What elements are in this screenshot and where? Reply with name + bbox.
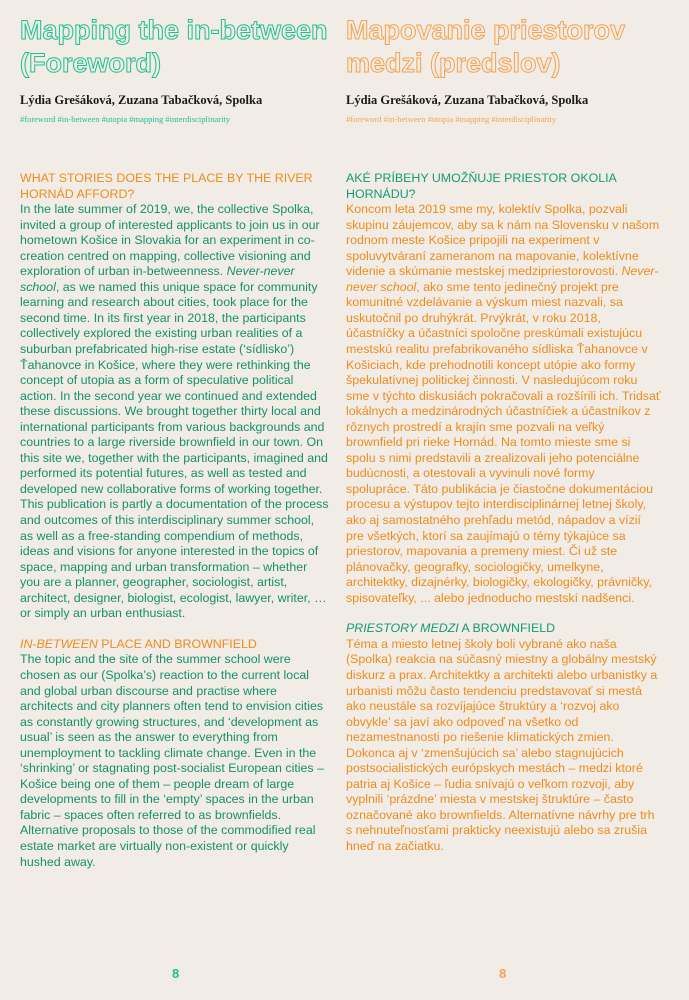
slovak-title-line2: medzi (predslov) xyxy=(346,48,561,78)
english-section1-text xyxy=(20,202,330,622)
english-section2-heading-rest: PLACE AND BROWNFIELD xyxy=(97,636,257,651)
english-section2-heading xyxy=(20,637,330,653)
slovak-section1-text-b: , ako sme tento jedinečný projekt pre komunitné vzdelávanie a výskum miest nazvali, sa uskutočnil po druhýkrát. Prvýkrát, v roku 2018, účastníčky a účastníci spoločne preskúmali existujúcu mestskú realitu prefabrikovaného sídliska Ťahanovce v Košiciach, kde prehodnotili koncept utópie ako formy špekulatívnej politickej činnosti. V nasledujúcom roku sme v týchto diskusiách pokračovali a rozšírili ich. Tridsať lokálnych a medzinárodných účastníčiek a účastníkov z rôznych prostredí a krajín sme pozvali na veľký brownfield pri rieke Hornád. Na tomto mieste sme si spolu s nimi predstavili a zrealizovali jeho potenciálne budúcnosti, a otestovali a vyvinuli nové formy spolupráce. Táto publikácia je čiastočne dokumentáciou procesu a výstupov tejto interdisciplinárnej letnej školy, ako aj samostatného prehľadu metód, nápadov a vízií pre všetkých, ktorí sa zaujímajú o témy týkajúce sa priestorov, mapovania a premeny miest. Či už ste plánovačky, geografky, sociologičky, umelkyne, architektky, dizajnérky, biologičky, ekologičky, právničky, spisovateľky, ... alebo jednoducho mestskí nadšenci. xyxy=(346,279,661,605)
slovak-tags: #foreword #in-between #utopia #mapping #interdisciplinarity xyxy=(346,114,557,124)
slovak-section2-text: Téma a miesto letnej školy boli vybrané ako naša (Spolka) reakcia na súčasný miestny a globálny mestský diskurz a prax. Architektky a architekti alebo urbanistky a urbanisti môžu často tendenciu predstavovať si mestá ako neustále sa rozvíjajúce štruktúry a ‘rozvoj ako obvykle’ sa javí ako odpoveď na všetko od nezamestnanosti po riešenie klimatických zmien. Dokonca aj v ‘zmenšujúcich sa’ alebo stagnujúcich postsocialistických európskych mestách – medzi ktoré patria aj Košice – ľudia snívajú o veľkom rozvoji, aby vyplnili ‘prázdne’ miesta v mestskej štruktúre – často označované ako brownfields. Alternatívne návrhy pre trh s nehnuteľnosťami prakticky neexistujú alebo sa zrušia hneď na začiatku. xyxy=(346,636,658,853)
slovak-section2-heading-rest: A BROWNFIELD xyxy=(458,621,556,636)
english-section1-heading: WHAT STORIES DOES THE PLACE BY THE RIVER HORNÁD AFFORD? xyxy=(20,171,313,201)
english-section2-text: The topic and the site of the summer school were chosen as our (Spolka’s) reaction to the current local and global urban discourse and practise where architects and city planners often tend to envision cities as constantly growing structures, and ‘development as usual’ is seen as the answer to everything from unemployment to tackling climate change. Even in the ‘shrinking’ or stagnating post-socialist European cities – Košice being one of them – people dream of large developments to fill in the ‘empty’ spaces in the urban fabric – spaces often referred to as brownfields. Alternative proposals to those of the commodified real estate market are virtually non-existent or quickly hushed away. xyxy=(20,652,324,869)
slovak-section2-heading xyxy=(346,621,662,637)
english-title-line1: Mapping the in-between xyxy=(20,15,328,45)
english-section1-text-b: , as we named this unique space for community learning and research about cities, took place for the second time. In its first year in 2018, the participants collectively explored the existing urban realities of a suburban prefabricated high-rise estate (‘sídlisko’) Ťahanovce in Košice, where they were rethinking the concept of utopia as a form of speculative political action. In the second year we continued and extended these discussions. We brought together thirty local and international participants from various backgrounds and countries to a large riverside brownfield in our town. On this site we, together with the participants, imagined and performed its potential futures, as well as tested and developed new collaborative forms of working together. This publication is partly a documentation of the process and outcomes of this interdisciplinary summer school, as well as a free-standing compendium of methods, ideas and visions for anyone interested in the topics of space, mapping and urban transformation – whether you are a planner, geographer, sociologist, artist, architect, designer, biologist, ecologist, lawyer, writer, … or simply an urban enthusiast. xyxy=(20,279,329,621)
slovak-title-line1: Mapovanie priestorov xyxy=(346,15,626,45)
english-title xyxy=(20,14,328,80)
slovak-title xyxy=(346,14,625,80)
english-section1-italic: Never-never school xyxy=(20,264,295,294)
slovak-section1-text-a: Koncom leta 2019 sme my, kolektív Spolka, pozvali skupinu záujemcov, aby sa k nám na Slovensku v našom rodnom meste Košice pripojili na experiment v spoluvytváraní zameranom na mapovanie, kolektívne videnie a skúmanie mestskej medzipriestorovosti. xyxy=(346,202,660,279)
slovak-section1-italic: Never-never school xyxy=(346,264,659,294)
slovak-section1-heading: AKÉ PRÍBEHY UMOŽŇUJE PRIESTOR OKOLIA HORNÁDU? xyxy=(346,171,617,201)
english-body xyxy=(20,171,330,870)
english-section1-text-a: In the late summer of 2019, we, the collective Spolka, invited a group of interested applicants to join us in our hometown Košice in Slovakia for an experiment in co-creation centred on mapping, collective visioning and exploration of urban in-betweenness. xyxy=(20,202,320,279)
page-number-right: 8 xyxy=(499,966,507,981)
slovak-section2-heading-italic: PRIESTORY MEDZI xyxy=(346,621,459,636)
page-number-left: 8 xyxy=(172,966,180,981)
slovak-authors: Lýdia Grešáková, Zuzana Tabačková, Spolka xyxy=(346,93,589,107)
english-section2-heading-italic: IN-BETWEEN xyxy=(20,636,98,651)
slovak-body xyxy=(346,171,662,855)
english-tags: #foreword #in-between #utopia #mapping #interdisciplinarity xyxy=(20,114,231,124)
english-authors: Lýdia Grešáková, Zuzana Tabačková, Spolka xyxy=(20,93,263,107)
slovak-section1-text xyxy=(346,202,662,606)
english-title-line2: (Foreword) xyxy=(20,48,161,78)
